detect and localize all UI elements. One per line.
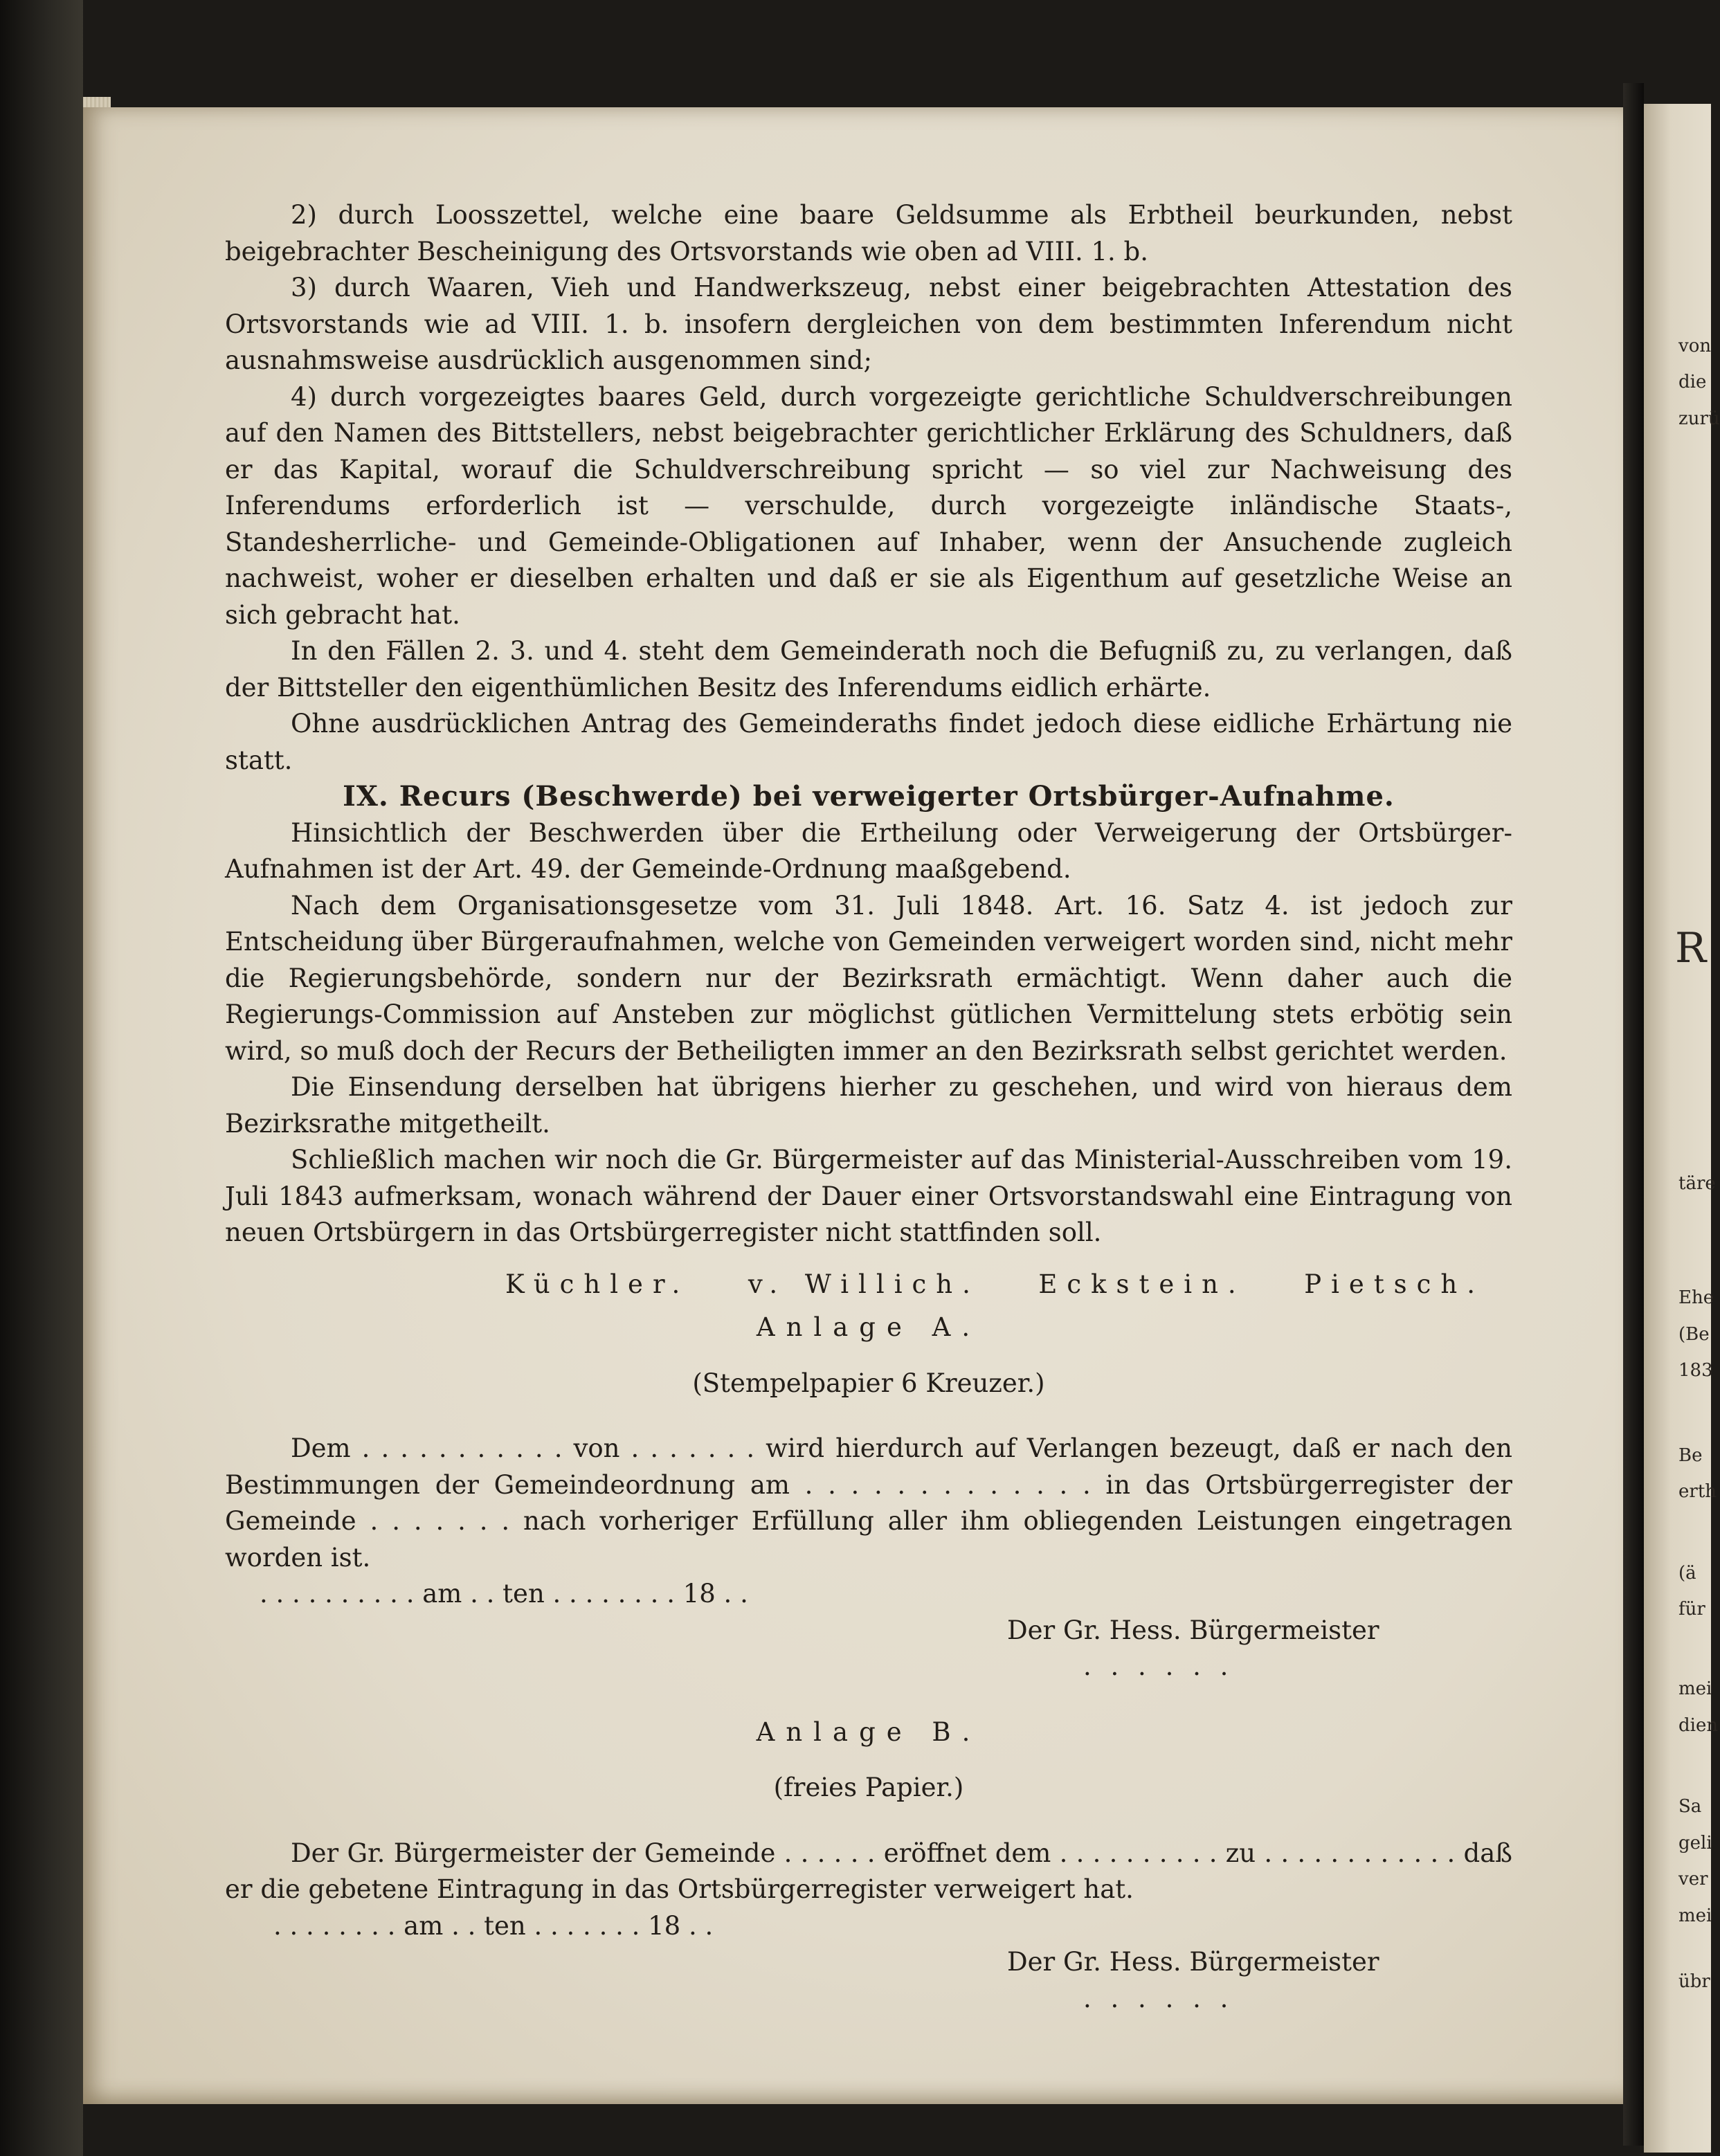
paragraph-submission: Die Einsendung derselben hat übrigens hierher zu geschehen, und wird von hieraus dem Bezirksrathe mitgetheilt. — [225, 1072, 1512, 1139]
annex-b-signer: Der Gr. Hess. Bürgermeister — [1007, 1947, 1379, 1977]
annex-b-date-line: . . . . . . . . am . . ten . . . . . . . 18 . . — [273, 1910, 714, 1941]
fragment: Sa — [1678, 1796, 1702, 1817]
paragraph-cases: In den Fällen 2. 3. und 4. steht dem Gemeinderath noch die Befugniß zu, zu verlangen, daß der Bittsteller den eigenthümlichen Besitz des Inferendums eidlich erhärte. — [225, 636, 1512, 703]
paragraph-3: 3) durch Waaren, Vieh und Handwerkszeug, nebst einer beigebrachten Attestation des Ortsvorstands wie ad VIII. 1. b. insofern dergleichen von dem bestimmten Inferendum nicht ausnahmsweise ausdrücklich ausgenommen sind; — [225, 273, 1512, 375]
annex-a-title: Anlage A. — [756, 1312, 981, 1342]
fragment: Be — [1678, 1445, 1703, 1466]
annex-b-subtitle: (freies Papier.) — [773, 1773, 964, 1802]
fragment: mei — [1678, 1905, 1712, 1926]
fragment: R — [1675, 924, 1707, 972]
annex-b-dots: . . . . . . — [1083, 1983, 1234, 2013]
fragment: dien — [1678, 1715, 1719, 1736]
paragraph-closing: Schließlich machen wir noch die Gr. Bürgermeister auf das Ministerial-Ausschreiben vom 19. Juli 1843 aufmerksam, wonach während der Dauer einer Ortsvorstandswahl eine Eintragung von neuen Ortsbürgern in das Ortsbürgerregister nicht stattfinden soll. — [225, 1145, 1512, 1247]
annex-a-dots: . . . . . . — [1083, 1651, 1234, 1681]
paragraph-oath: Ohne ausdrücklichen Antrag des Gemeinderaths findet jedoch diese eidliche Erhärtung nie statt. — [225, 709, 1512, 775]
fragment: ver — [1678, 1869, 1708, 1890]
signature-name: Pietsch. — [1304, 1269, 1485, 1299]
signatures — [225, 1267, 1512, 1303]
signature-name: Eckstein. — [1038, 1269, 1246, 1299]
annex-a-body: Dem . . . . . . . . . . . von . . . . . . . wird hierdurch auf Verlangen bezeugt, daß er nach den Bestimmungen der Gemeindeordnung am . . . . . . . . . . . . . in das Ortsbürgerregister der Gemeinde . . . . . . . nach vorheriger Erfüllung aller ihm obliegenden Leistungen eingetragen worden ist. — [225, 1433, 1512, 1573]
annex-a-date-line: . . . . . . . . . . am . . ten . . . . . . . . 18 . . — [260, 1579, 748, 1609]
fragment: die — [1678, 372, 1707, 392]
fragment: zurü — [1678, 408, 1720, 429]
fragment: mei — [1678, 1678, 1712, 1699]
fragment: von — [1678, 336, 1712, 356]
book-cover-left — [0, 0, 83, 2156]
paragraph-complaints: Hinsichtlich der Beschwerden über die Ertheilung oder Verweigerung der Ortsbürger-Aufnahmen ist der Art. 49. der Gemeinde-Ordnung maaßgebend. — [225, 817, 1512, 884]
adjacent-page — [1644, 104, 1720, 2153]
fragment: 183 — [1678, 1360, 1713, 1381]
page-text — [225, 197, 1512, 2017]
fragment: Ehe — [1678, 1287, 1714, 1308]
signature-name: v. Willich. — [748, 1269, 980, 1299]
annex-a-subtitle: (Stempelpapier 6 Kreuzer.) — [692, 1368, 1045, 1398]
fragment: (Be — [1678, 1324, 1710, 1345]
fragment: geli — [1678, 1833, 1712, 1854]
fragment: übr — [1678, 1971, 1710, 1992]
fragment: täre — [1678, 1173, 1716, 1194]
signature-name: Küchler. — [505, 1269, 690, 1299]
section-heading-ix: IX. Recurs (Beschwerde) bei verweigerter Ortsbürger-Aufnahme. — [343, 780, 1395, 813]
book-gutter — [1623, 83, 1644, 2146]
fragment: für — [1678, 1599, 1705, 1620]
annex-b-body: Der Gr. Bürgermeister der Gemeinde . . . . . . eröffnet dem . . . . . . . . . . zu . . . . . . . . . . . . daß er die gebetene Eintragung in das Ortsbürgerregister verweigert hat. — [225, 1838, 1512, 1904]
annex-a-signer: Der Gr. Hess. Bürgermeister — [1007, 1615, 1379, 1645]
fragment: (ä — [1678, 1563, 1696, 1584]
paragraph-4: 4) durch vorgezeigtes baares Geld, durch vorgezeigte gerichtliche Schuldverschreibungen auf den Namen des Bittstellers, nebst beigebrachter gerichtlicher Erklärung des Schuldners, daß er das Kapital, worauf die Schuldverschreibung spricht — so viel zur Nachweisung des Inferendums erforderlich ist — verschulde, durch vorgezeigte inländische Staats-, Standesherrliche- und Gemeinde-Obligationen auf Inhaber, wenn der Ansuchende zugleich nachweist, woher er dieselben erhalten und daß er sie als Eigenthum auf gesetzliche Weise an sich gebracht hat. — [225, 381, 1512, 630]
annex-b-title: Anlage B. — [756, 1716, 981, 1747]
paragraph-2: 2) durch Loosszettel, welche eine baare Geldsumme als Erbtheil beurkunden, nebst beigebrachter Bescheinigung des Ortsvorstands wie oben ad VIII. 1. b. — [225, 200, 1512, 266]
paragraph-organisation-law: Nach dem Organisationsgesetze vom 31. Juli 1848. Art. 16. Satz 4. ist jedoch zur Entscheidung über Bürgeraufnahmen, welche von Gemeinden verweigert worden sind, nicht mehr die Regierungsbehörde, sondern nur der Bezirksrath ermächtigt. Wenn daher auch die Regierungs-Commission auf Ansteben zur möglichst gütlichen Vermittelung stets erbötig sein wird, so muß doch der Recurs der Betheiligten immer an den Bezirksrath selbst gerichtet werden. — [225, 890, 1512, 1066]
fragment: erth — [1678, 1481, 1717, 1502]
